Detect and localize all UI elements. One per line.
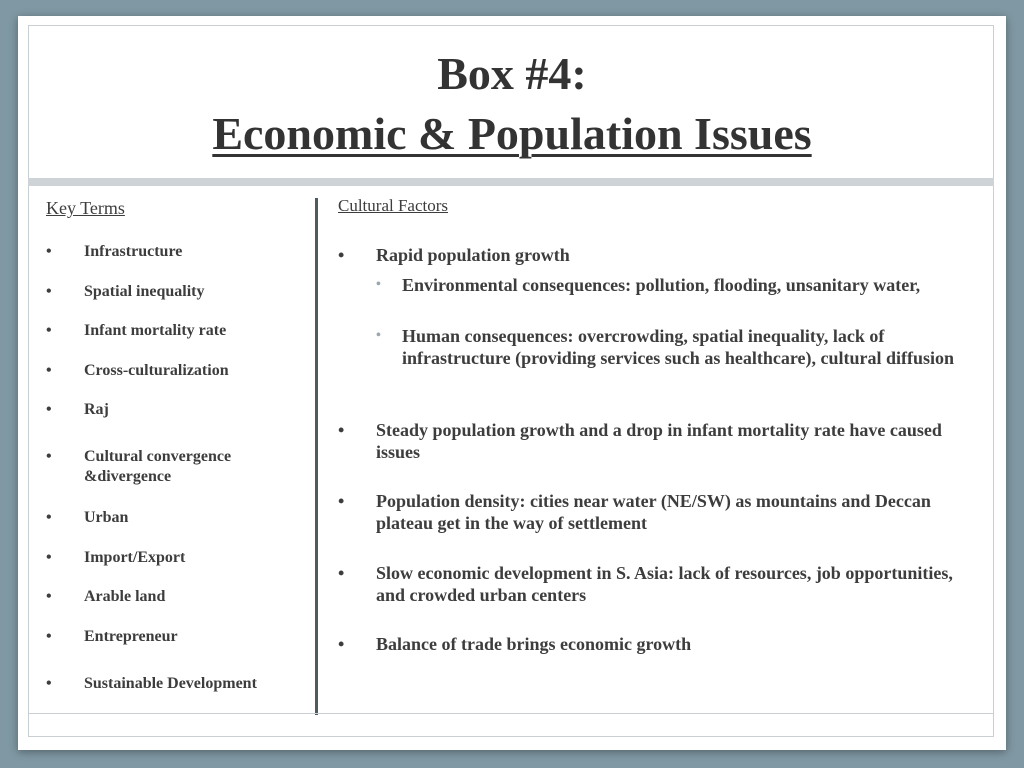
- slide: [18, 16, 1006, 750]
- key-term-label: Infrastructure: [84, 243, 183, 260]
- key-term-label: Sustainable Development: [84, 675, 257, 692]
- bullet-icon: •: [46, 401, 52, 418]
- bottom-rule: [28, 713, 994, 714]
- bullet-icon: •: [338, 491, 345, 511]
- cultural-factor-sublabel: Human consequences: overcrowding, spatial inequality, lack of infrastructure (providing services such as healthcare), cultural diffusion: [402, 326, 954, 368]
- column-divider: [315, 198, 318, 715]
- title-divider-band: [28, 178, 994, 186]
- bullet-icon: •: [338, 563, 345, 583]
- sub-bullet-icon: •: [376, 328, 381, 343]
- key-term-label: Entrepreneur: [84, 628, 178, 645]
- key-term-label: Cross-culturalization: [84, 362, 229, 379]
- key-term-label: Raj: [84, 401, 109, 418]
- key-term-label: Cultural convergence &divergence: [84, 448, 232, 485]
- key-term-label: Infant mortality rate: [84, 322, 227, 339]
- bullet-icon: •: [46, 448, 52, 465]
- cultural-factor-label: Slow economic development in S. Asia: lack of resources, job opportunities, and crowded urban centers: [376, 563, 953, 605]
- bullet-icon: •: [46, 509, 52, 526]
- bullet-icon: •: [338, 420, 345, 440]
- key-term-label: Arable land: [84, 588, 166, 605]
- cultural-factor-label: Steady population growth and a drop in infant mortality rate have caused issues: [376, 420, 942, 462]
- key-terms-heading: Key Terms: [46, 198, 125, 218]
- bullet-icon: •: [46, 588, 52, 605]
- cultural-factors-heading: Cultural Factors: [338, 196, 449, 215]
- slide-subtitle: Economic & Population Issues: [212, 108, 812, 159]
- bullet-icon: •: [46, 628, 52, 645]
- bullet-icon: •: [46, 322, 52, 339]
- key-term-label: Urban: [84, 509, 129, 526]
- key-term-label: Spatial inequality: [84, 283, 205, 300]
- cultural-factor-sublabel: Environmental consequences: pollution, flooding, unsanitary water,: [402, 275, 921, 295]
- bullet-icon: •: [46, 283, 52, 300]
- cultural-factor-label: Population density: cities near water (NE/SW) as mountains and Deccan plateau get in the way of settlement: [376, 491, 931, 533]
- cultural-factor-label: Balance of trade brings economic growth: [376, 634, 692, 654]
- bullet-icon: •: [46, 549, 52, 566]
- bullet-icon: •: [338, 634, 345, 654]
- bullet-icon: •: [46, 243, 52, 260]
- cultural-factor-label: Rapid population growth: [376, 245, 570, 265]
- key-term-label: Import/Export: [84, 549, 186, 566]
- bullet-icon: •: [46, 362, 52, 379]
- sub-bullet-icon: •: [376, 277, 381, 292]
- bullet-icon: •: [338, 245, 345, 265]
- slide-title: Box #4:: [437, 48, 587, 99]
- bullet-icon: •: [46, 675, 52, 692]
